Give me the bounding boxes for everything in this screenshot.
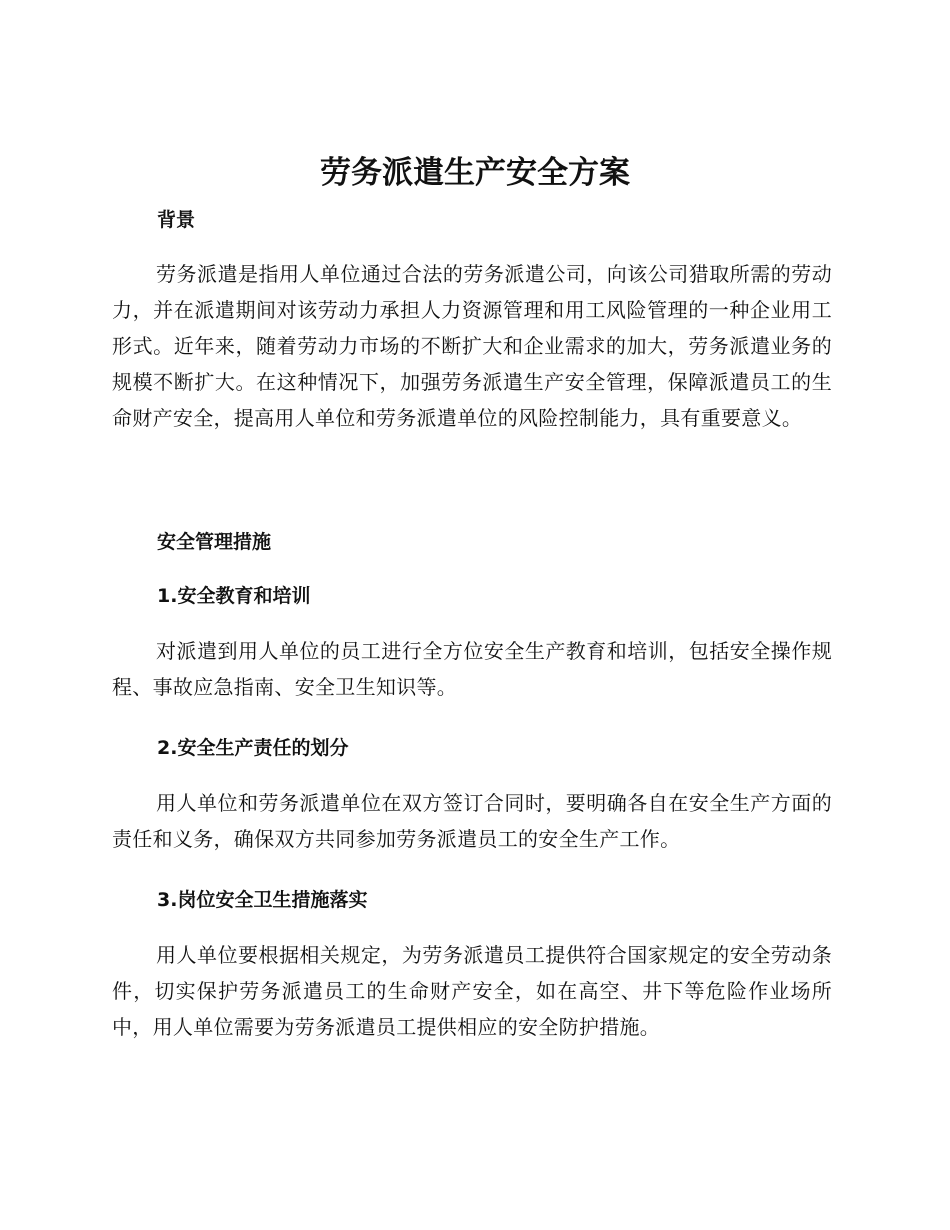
subsection-heading-responsibility: 2.安全生产责任的划分 <box>157 737 349 759</box>
post-safety-paragraph: 用人单位要根据相关规定，为劳务派遣员工提供符合国家规定的安全劳动条件，切实保护劳务派遣员工的生命财产安全，如在高空、井下等危险作业场所中，用人单位需要为劳务派遣员工提供相应的安全防护措施。 <box>112 943 832 1039</box>
document-title: 劳务派遣生产安全方案 <box>320 155 630 191</box>
section-heading-safety-measures: 安全管理措施 <box>157 531 272 553</box>
subsection-heading-training: 1.安全教育和培训 <box>157 585 311 607</box>
section-heading-background: 背景 <box>157 209 196 231</box>
training-paragraph: 对派遣到用人单位的员工进行全方位安全生产教育和培训，包括安全操作规程、事故应急指南、安全卫生知识等。 <box>112 639 832 699</box>
subsection-heading-post-safety: 3.岗位安全卫生措施落实 <box>157 889 368 911</box>
background-paragraph: 劳务派遣是指用人单位通过合法的劳务派遣公司，向该公司猎取所需的劳动力，并在派遣期间对该劳动力承担人力资源管理和用工风险管理的一种企业用工形式。近年来，随着劳动力市场的不断扩大和企业需求的加大，劳务派遣业务的规模不断扩大。在这种情况下，加强劳务派遣生产安全管理，保障派遣员工的生命财产安全，提高用人单位和劳务派遣单位的风险控制能力，具有重要意义。 <box>112 262 832 430</box>
responsibility-paragraph: 用人单位和劳务派遣单位在双方签订合同时，要明确各自在安全生产方面的责任和义务，确保双方共同参加劳务派遣员工的安全生产工作。 <box>112 791 832 851</box>
